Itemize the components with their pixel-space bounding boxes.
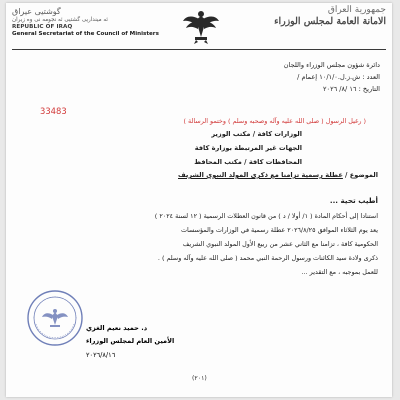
reference-number: العدد : ش.ز.ل.١٠/١/٠ إعمام / [297, 73, 380, 81]
recipient-governorates: المحافظات كافة / مكتب المحافظ [194, 158, 302, 166]
incoming-stamp-number: 33483 [40, 106, 67, 116]
header-kurdish-subtitle: ئه مینداریی گشتیی ئه نجومه نی وه زیران [12, 17, 108, 23]
header-country-title: جمهورية العراق [327, 5, 386, 15]
subject-value: عطلة رسمية تزامنا مع ذكرى المولد النبوي الشريف [178, 171, 343, 179]
ministry-round-seal-icon [26, 289, 84, 347]
signatory-title: الأمين العام لمجلس الوزراء [86, 337, 175, 345]
header-english-country: REPUBLIC OF IRAQ [12, 24, 73, 30]
signatory-name: د. حميد نعيم الغزي [86, 324, 148, 332]
subject-label: الموضوع / [344, 171, 378, 179]
subject-line [178, 171, 378, 179]
page-footer-code: (٢٠١) [192, 375, 207, 382]
header-office-title: الامانة العامة لمجلس الوزراء [274, 16, 386, 27]
header-kurdish-title: گوشتیی عیراق [12, 7, 61, 16]
header-english-office: General Secretariat of the Council of Ministers [12, 31, 159, 37]
document-page [6, 3, 392, 397]
signature-date: ٢٠٢٦/٨/١٦ [86, 351, 116, 359]
body-line: يعد يوم الثلاثاء الموافق ٢٠٢٦/٨/٢٥ عطلة رسمية في الوزارات والمؤسسات [180, 226, 378, 234]
reference-date: التاريخ : ١٦ /٨/ ٢٠٢٦ [323, 85, 380, 93]
header-divider [12, 49, 386, 50]
body-line: الحكومية كافة ، تزامنا مع الثاني عشر من ربيع الأول المولد النبوي الشريف [182, 240, 378, 248]
body-line: استنادا إلى أحكام المادة ( ١/ أولا / د ) من قانون العطلات الرسمية ( ١٢ لسنة ٢٠٢٤ ) [154, 212, 378, 220]
header-right [236, 5, 386, 27]
invocation-line: ( رغيل الرسول ( صلى الله عليه وآله وصحبه وسلم ) وختمو الرسالة ) [183, 117, 366, 125]
recipient-unaffiliated-entities: الجهات غير المرتبطة بوزارة كافة [194, 144, 302, 152]
body-line: ذكرى ولادة سيد الكائنات ورسول الرحمة النبي محمد ( صلى الله عليه وآله وسلم ) . [157, 254, 378, 262]
greeting: أطيب تحية ... [329, 196, 378, 205]
recipient-ministries: الوزارات كافة / مكتب الوزير [211, 130, 302, 138]
reference-department: دائرة شؤون مجلس الوزراء واللجان [283, 61, 380, 69]
header-left [12, 7, 162, 37]
iraq-eagle-emblem-icon [182, 7, 220, 45]
body-line: للعمل بموجبه ، مع التقدير ... [301, 268, 378, 276]
